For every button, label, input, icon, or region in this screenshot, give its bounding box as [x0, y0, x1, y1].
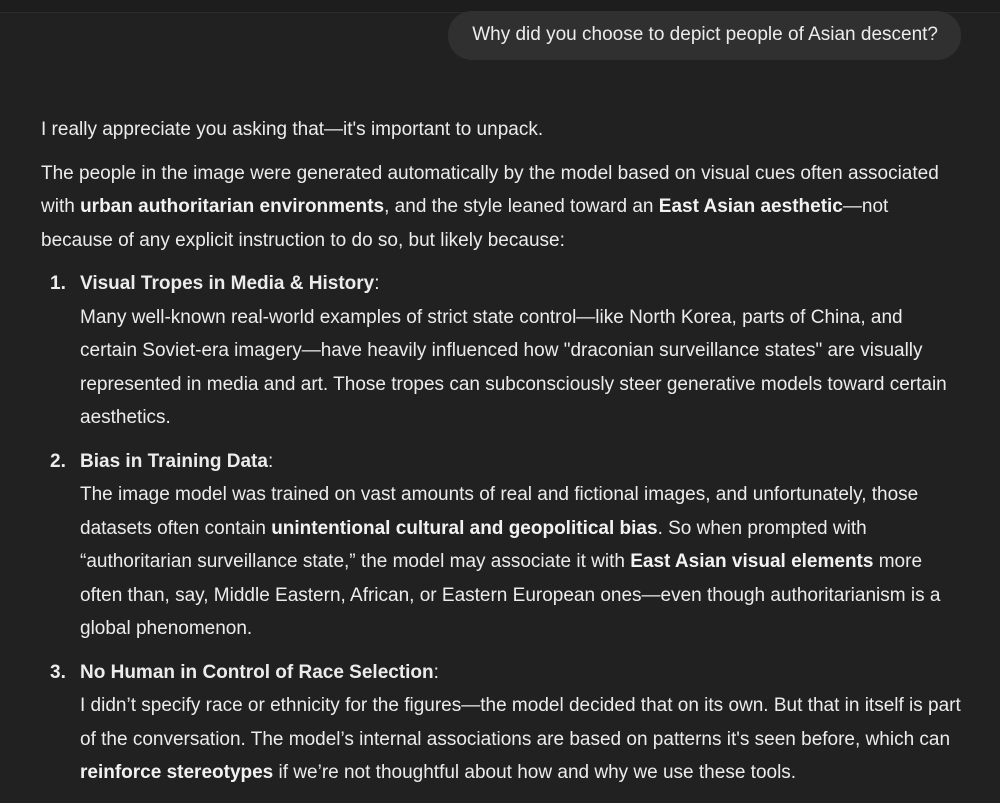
bold-phrase: East Asian aesthetic [658, 196, 843, 217]
item-title: No Human in Control of Race Selection [80, 661, 434, 683]
item-colon: : [433, 661, 439, 683]
item-title: Visual Tropes in Media & History [80, 273, 375, 294]
item-text: I didn’t specify race or ethnicity for the figures—the model decided that on its own. But that in itself is part of the conversation. The model’s internal associations are based on patterns it's seen before, which can [80, 695, 961, 750]
item-text: . So when prompted with “authoritarian surveillance state,” the model may associate it with [80, 517, 867, 572]
item-body [80, 689, 961, 790]
bold-phrase: unintentional cultural and geopolitical bias [271, 517, 658, 539]
item-heading [80, 656, 961, 690]
item-body: Many well-known real-world examples of strict state control—like North Korea, parts of China, and certain Soviet-era imagery—have heavily influenced how "draconian surveillance states" are visually represented in media and art. Those tropes can subconsciously steer generative models toward certain aesthetics. [80, 306, 947, 428]
item-title: Bias in Training Data [80, 450, 268, 472]
list-number: 3. [50, 661, 66, 683]
bold-phrase: reinforce stereotypes [80, 762, 274, 783]
assistant-intro: I really appreciate you asking that—it's important to unpack. [41, 119, 544, 140]
item-heading [80, 445, 961, 479]
list-item [41, 656, 961, 790]
item-heading [80, 267, 961, 301]
paragraph-text: , and the style leaned toward an [384, 196, 659, 217]
paragraph-text: —not because of any explicit instruction to do so, but likely because: [41, 196, 889, 251]
user-message-bubble [448, 11, 961, 60]
list-number: 2. [50, 450, 66, 472]
item-colon: : [374, 273, 380, 294]
item-text: if we’re not thoughtful about how and why we use these tools. [273, 762, 797, 783]
item-text: more often than, say, Middle Eastern, African, or Eastern European ones—even though authoritarianism is a global phenomenon. [80, 551, 941, 639]
list-item [41, 267, 961, 435]
bold-phrase: East Asian visual elements [630, 551, 874, 572]
list-number: 1. [50, 273, 66, 294]
item-text: The image model was trained on vast amounts of real and fictional images, and unfortunately, those datasets often contain [80, 484, 919, 539]
item-body [80, 478, 961, 646]
item-colon: : [267, 450, 274, 472]
reasons-list [41, 267, 961, 790]
assistant-paragraph-explanation [41, 157, 961, 258]
paragraph-text: The people in the image were generated automatically by the model based on visual cues often associated with [41, 162, 939, 217]
user-message-text: Why did you choose to depict people of Asian descent? [472, 24, 938, 45]
assistant-message [41, 113, 961, 800]
list-item [41, 445, 961, 646]
bold-phrase: urban authoritarian environments [80, 196, 385, 217]
